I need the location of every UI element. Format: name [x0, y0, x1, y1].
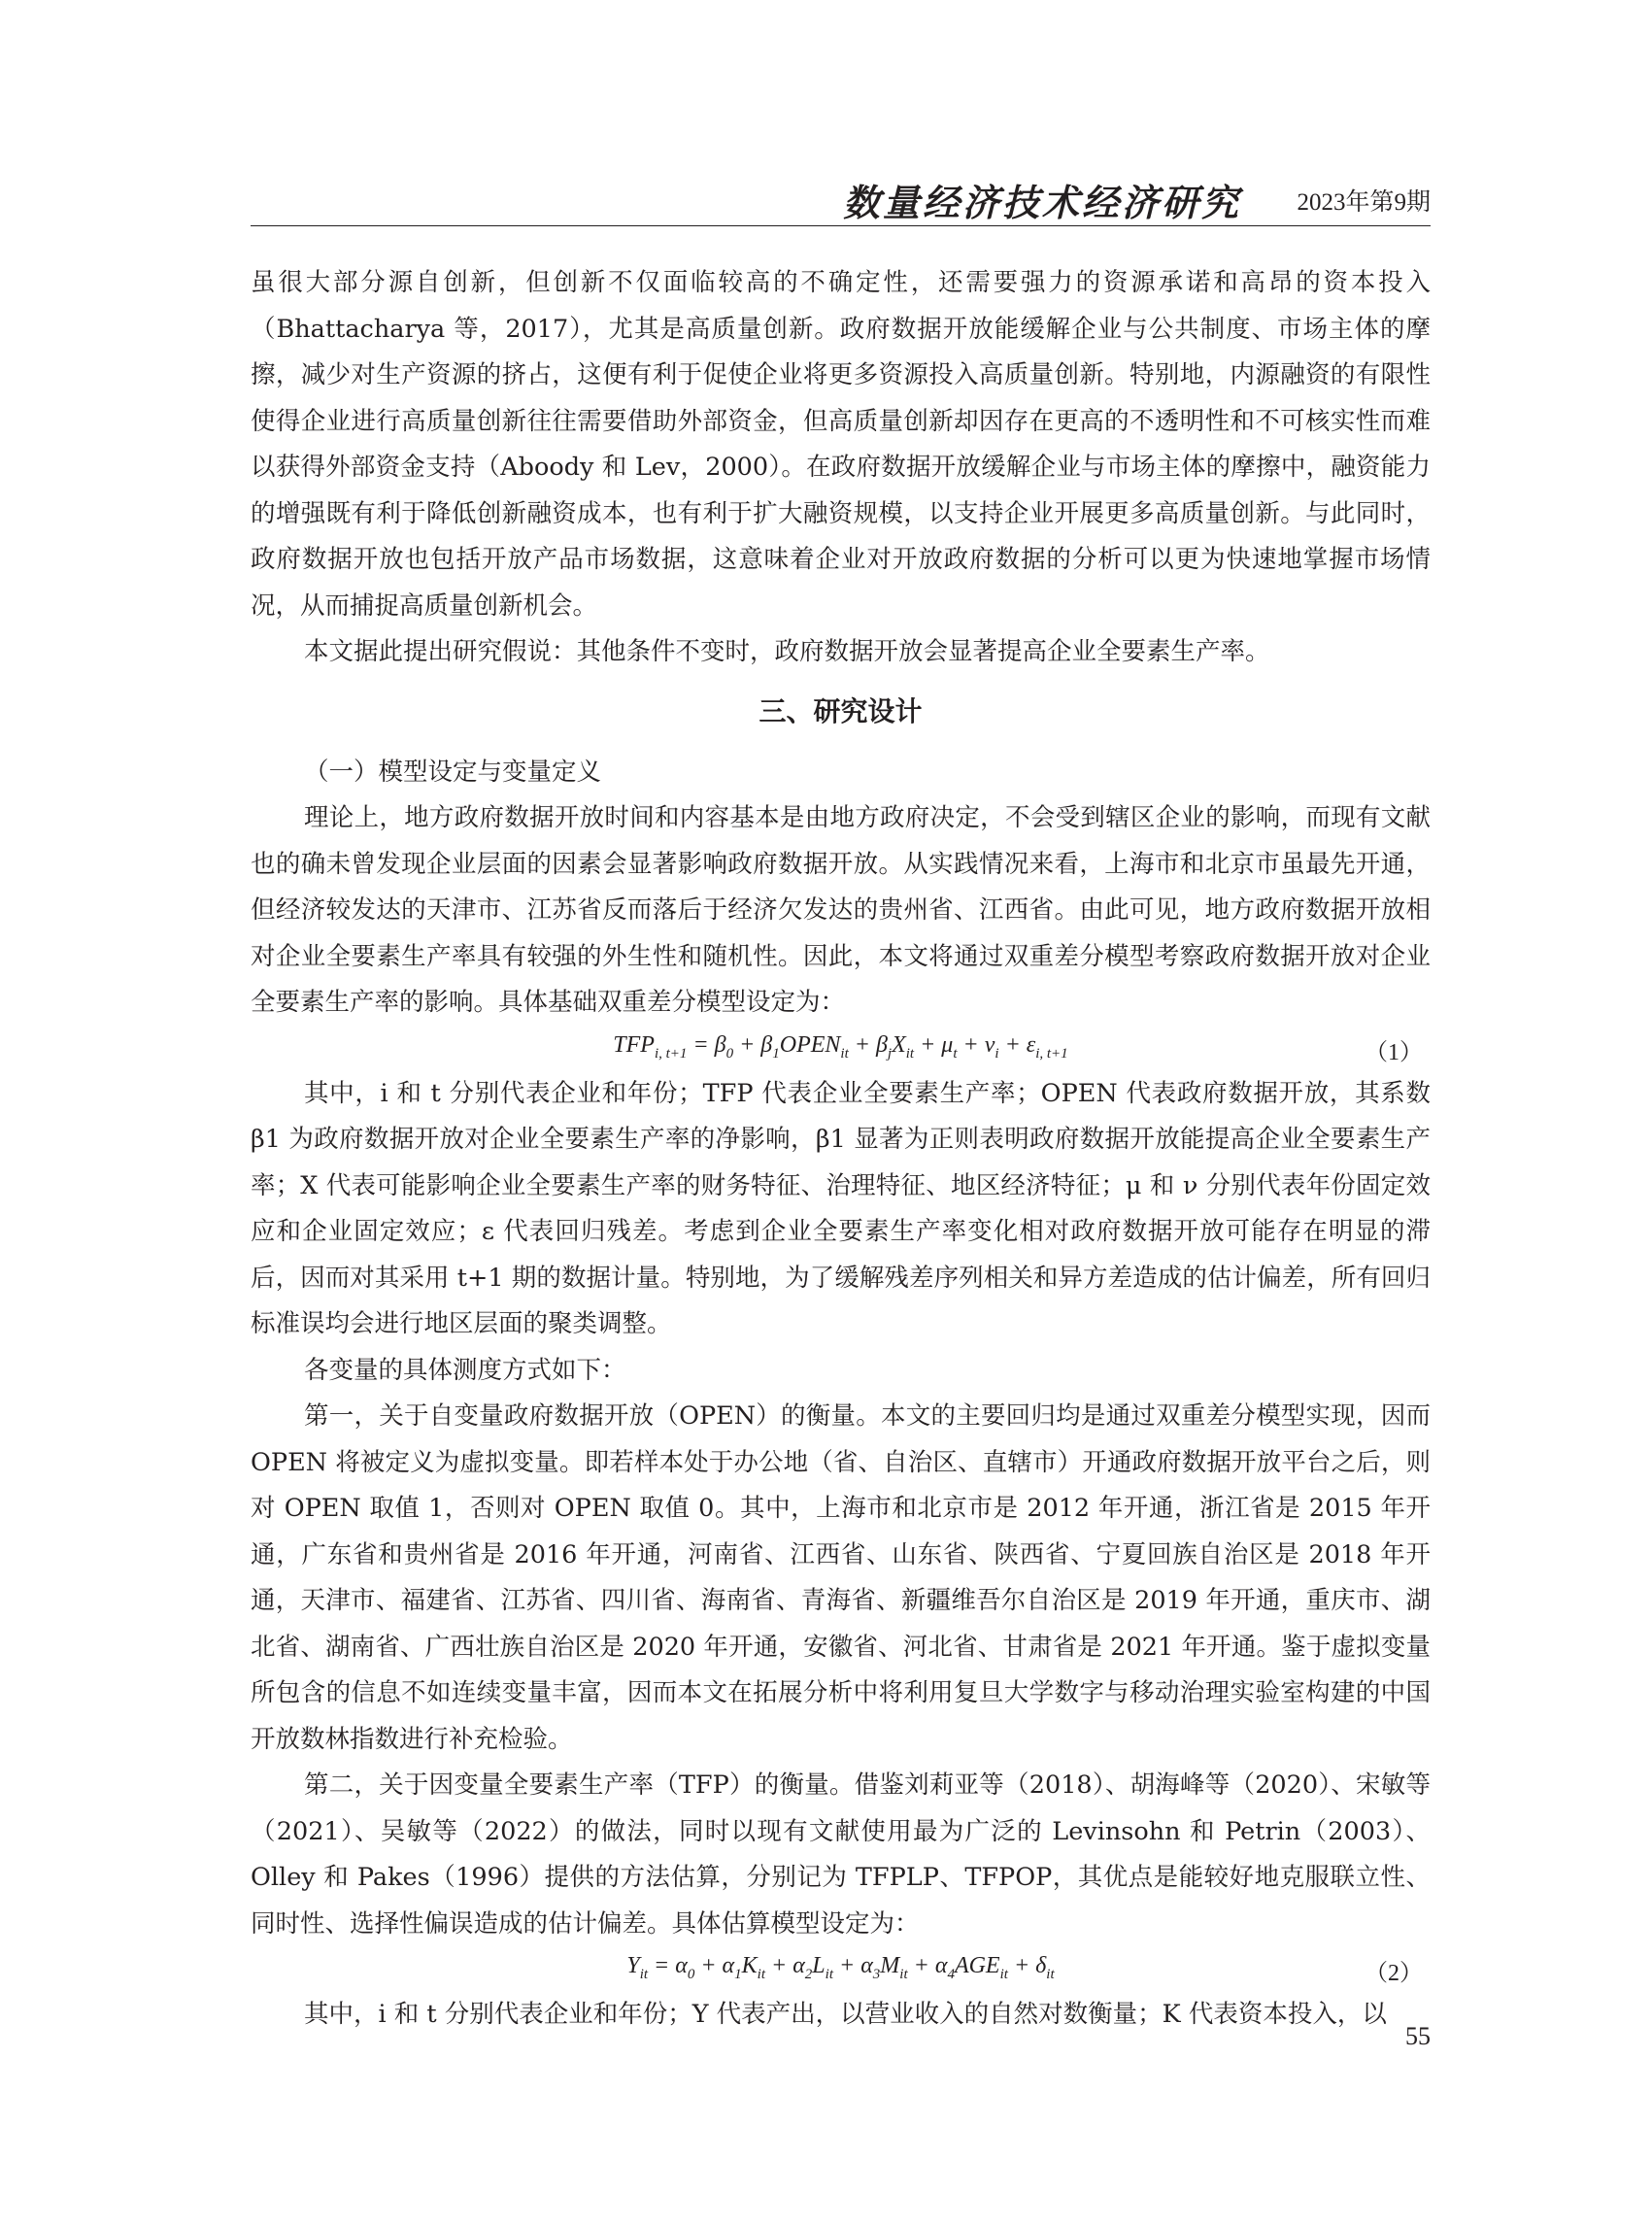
equation-2 [251, 1947, 1431, 1992]
paragraph-continued: 虽很大部分源自创新，但创新不仅面临较高的不确定性，还需要强力的资源承诺和高昂的资本投入（Bhattacharya 等，2017），尤其是高质量创新。政府数据开放能缓解企业与公共制度、市场主体的摩擦，减少对生产资源的挤占，这便有利于促使企业将更多资源投入高质量创新。特别地，内源融资的有限性使得企业进行高质量创新往往需要借助外部资金，但高质量创新却因存在更高的不透明性和不可核实性而难以获得外部资金支持（Aboody 和 Lev，2000）。在政府数据开放缓解企业与市场主体的摩擦中，融资能力的增强既有利于降低创新融资成本，也有利于扩大融资规模，以支持企业开展更多高质量创新。与此同时，政府数据开放也包括开放产品市场数据，这意味着企业对开放政府数据的分析可以更为快速地掌握市场情况，从而捕捉高质量创新机会。 [251, 268, 1431, 621]
paragraph-variables: 其中，i 和 t 分别代表企业和年份；TFP 代表企业全要素生产率；OPEN 代表政府数据开放，其系数β1 为政府数据开放对企业全要素生产率的净影响，β1 显著为正则表明政府数据开放能提高企业全要素生产率；X 代表可能影响企业全要素生产率的财务特征、治理特征、地区经济特征；μ 和 ν 分别代表年份固定效应和企业固定效应；ε 代表回归残差。考虑到企业全要素生产率变化相对政府数据开放可能存在明显的滞后，因而对其采用 t+1 期的数据计量。特别地，为了缓解残差序列相关和异方差造成的估计偏差，所有回归标准误均会进行地区层面的聚类调整。 [251, 1078, 1431, 1338]
header-rule [251, 225, 1431, 226]
equation-1-formula: $TFP_{i, t+1} = \beta_0$ + $\beta_1OPEN_{it} + \beta_jX_{it} + \mu_t + \nu_i + \varepsilon_{i, t+1}$ [613, 1031, 1068, 1062]
equation-1-number: （1） [1365, 1039, 1423, 1065]
equation-2-number: （2） [1365, 1961, 1423, 1986]
equation-1 [251, 1027, 1431, 1071]
paragraph-measures-intro: 各变量的具体测度方式如下： [304, 1355, 626, 1385]
paragraph-model: 理论上，地方政府数据开放时间和内容基本是由地方政府决定，不会受到辖区企业的影响，而现有文献也的确未曾发现企业层面的因素会显著影响政府数据开放。从实践情况来看，上海市和北京市虽最先开通，但经济较发达的天津市、江苏省反而落后于经济欠发达的贵州省、江西省。由此可见，地方政府数据开放相对企业全要素生产率具有较强的外生性和随机性。因此，本文将通过双重差分模型考察政府数据开放对企业全要素生产率的影响。具体基础双重差分模型设定为： [251, 803, 1431, 1017]
paragraph-open: 第一，关于自变量政府数据开放（OPEN）的衡量。本文的主要回归均是通过双重差分模型实现，因而 OPEN 将被定义为虚拟变量。即若样本处于办公地（省、自治区、直辖市）开通政府数据开放平台之后，则对 OPEN 取值 1，否则对 OPEN 取值 0。其中，上海市和北京市是 2012 年开通，浙江省是 2015 年开通，广东省和贵州省是 2016 年开通，河南省、江西省、山东省、陕西省、宁夏回族自治区是 2018 年开通，天津市、福建省、江苏省、四川省、海南省、青海省、新疆维吾尔自治区是 2019 年开通，重庆市、湖北省、湖南省、广西壮族自治区是 2020 年开通，安徽省、河北省、甘肃省是 2021 年开通。鉴于虚拟变量所包含的信息不如连续变量丰富，因而本文在拓展分析中将利用复旦大学数字与移动治理实验室构建的中国开放数林指数进行补充检验。 [251, 1401, 1431, 1754]
subsection-title: （一）模型设定与变量定义 [304, 757, 602, 787]
equation-2-formula: $Y_{it} = \alpha_0 + \alpha_1K_{it} + \alpha_2L_{it} + \alpha_3M_{it} + \alpha_4AGE_{it} + \delta_{it}$ [626, 1953, 1055, 1982]
section-title: 三、研究设计 [759, 694, 923, 727]
page-number: 55 [1405, 2022, 1431, 2050]
paragraph-tfp: 第二，关于因变量全要素生产率（TFP）的衡量。借鉴刘莉亚等（2018）、胡海峰等（2020）、宋敏等（2021）、吴敏等（2022）的做法，同时以现有文献使用最为广泛的 Levinsohn 和 Petrin（2003）、Olley 和 Pakes（1996）提供的方法估算，分别记为 TFPLP、TFPOP，其优点是能较好地克服联立性、同时性、选择性偏误造成的估计偏差。具体估算模型设定为： [251, 1771, 1431, 1939]
paragraph-production: 其中，i 和 t 分别代表企业和年份；Y 代表产出，以营业收入的自然对数衡量；K 代表资本投入，以 [304, 2000, 1387, 2029]
issue-label: 2023年第9期 [1297, 189, 1431, 216]
journal-title: 数量经济技术经济研究 [842, 181, 1241, 224]
body-text [251, 260, 1431, 2039]
hypothesis-paragraph: 本文据此提出研究假说：其他条件不变时，政府数据开放会显著提高企业全要素生产率。 [304, 637, 1270, 666]
running-header [251, 173, 1431, 224]
